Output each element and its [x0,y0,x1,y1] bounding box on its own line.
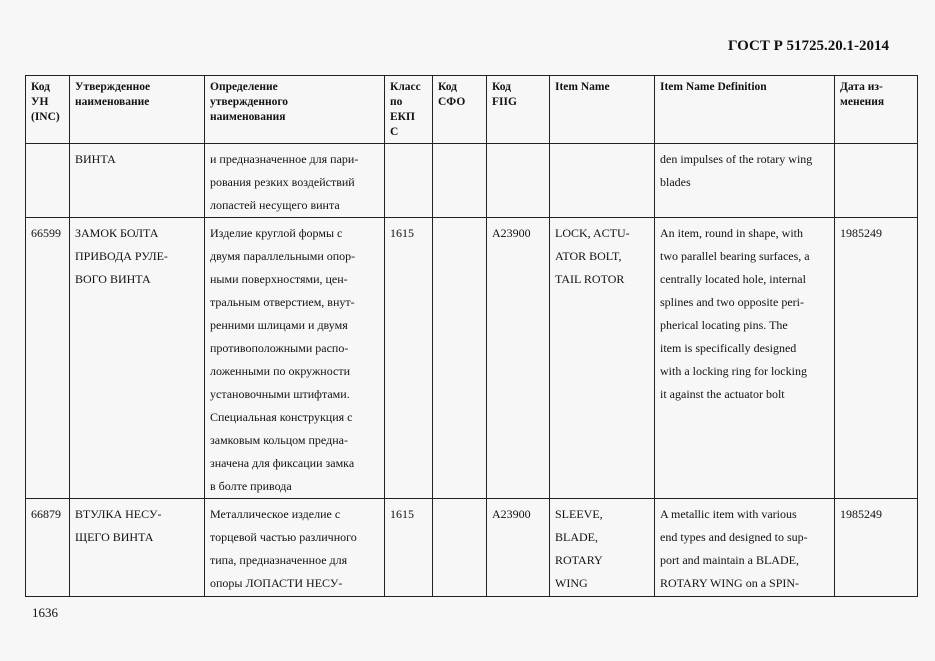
text-line: TAIL ROTOR [555,272,625,286]
table-row [26,499,918,597]
text-line: ПРИВОДА РУЛЕ- [75,249,168,263]
cell-inc: 66599 [26,218,70,499]
classification-table [25,75,918,597]
cell-definition [205,144,385,218]
text-line: ВОГО ВИНТА [75,272,151,286]
text-line: item is specifically designed [660,341,797,355]
text-line: Изделие круглой формы с [210,226,343,240]
text-line: С [390,126,399,138]
cell-item-definition [655,144,835,218]
text-line: замковым кольцом предна- [210,433,348,447]
text-line: значена для фиксации замка [210,456,355,470]
text-line: опоры ЛОПАСТИ НЕСУ- [210,576,343,590]
text-line: наименование [75,96,150,108]
text-line: ATOR BOLT, [555,249,622,263]
text-line: менения [840,96,885,108]
text-line: Дата из- [840,81,883,93]
text-line: Код [492,81,512,93]
header-approved-name [70,76,205,144]
text-line: ВТУЛКА НЕСУ- [75,507,162,521]
text-line: утвержденного [210,96,289,108]
text-line: LOCK, ACTU- [555,226,630,240]
cell-item-name [550,218,655,499]
text-line: SLEEVE, [555,507,603,521]
text-line: Код [31,81,51,93]
text-line: FIIG [492,96,517,108]
cell-sfo-code [433,144,487,218]
text-line: Item Name [555,81,610,93]
text-line: (INC) [31,111,60,123]
cell-fiig-code [487,144,550,218]
text-line: по [390,96,403,108]
text-line: Item Name Definition [660,81,767,93]
header-definition [205,76,385,144]
cell-sfo-code [433,218,487,499]
header-sfo-code [433,76,487,144]
cell-inc [26,144,70,218]
text-line: противоположными распо- [210,341,349,355]
text-line: ными поверхностями, цен- [210,272,348,286]
text-line: Класс [390,81,421,93]
text-line: ВИНТА [75,152,116,166]
text-line: тральным отверстием, внут- [210,295,355,309]
text-line: Утвержденное [75,81,151,93]
text-line: BLADE, [555,530,598,544]
cell-item-name [550,144,655,218]
cell-class: 1615 [385,499,433,597]
cell-definition [205,218,385,499]
cell-approved-name [70,218,205,499]
cell-change-date [835,144,918,218]
text-line: with a locking ring for locking [660,364,807,378]
cell-fiig-code: A23900 [487,218,550,499]
text-line: An item, round in shape, with [660,226,803,240]
text-line: two parallel bearing surfaces, a [660,249,810,263]
cell-item-definition [655,218,835,499]
text-line: Определение [210,81,278,93]
text-line: Специальная конструкция с [210,410,353,424]
text-line: и предназначенное для пари- [210,152,359,166]
text-line: торцевой частью различного [210,530,357,544]
text-line: УН [31,96,49,108]
text-line: splines and two opposite peri- [660,295,804,309]
text-line: лопастей несущего винта [210,198,340,212]
text-line: ЗАМОК БОЛТА [75,226,159,240]
page-number: 1636 [32,605,58,620]
text-line: pherical locating pins. The [660,318,788,332]
header-inc [26,76,70,144]
cell-class [385,144,433,218]
text-line: ренними шлицами и двумя [210,318,348,332]
text-line: Металлическое изделие с [210,507,341,521]
cell-change-date: 1985249 [835,218,918,499]
header-fiig-code [487,76,550,144]
text-line: ЕКП [390,111,415,123]
cell-inc: 66879 [26,499,70,597]
header-item-name-definition [655,76,835,144]
cell-sfo-code [433,499,487,597]
header-item-name [550,76,655,144]
text-line: A metallic item with various [660,507,797,521]
text-line: ROTARY [555,553,603,567]
text-line: ЩЕГО ВИНТА [75,530,154,544]
table-row [26,144,918,218]
text-line: установочными штифтами. [210,387,350,401]
text-line: в болте привода [210,479,292,493]
table-header-row [26,76,918,144]
cell-change-date: 1985249 [835,499,918,597]
cell-approved-name [70,499,205,597]
text-line: типа, предназначенное для [210,553,348,567]
text-line: наименования [210,111,286,123]
cell-item-name [550,499,655,597]
text-line: ROTARY WING on a SPIN- [660,576,800,590]
cell-fiig-code: A23900 [487,499,550,597]
text-line: port and maintain a BLADE, [660,553,799,567]
cell-item-definition [655,499,835,597]
text-line: WING [555,576,588,590]
cell-definition [205,499,385,597]
document-standard-number: ГОСТ Р 51725.20.1-2014 [727,38,889,54]
cell-approved-name [70,144,205,218]
text-line: Код [438,81,458,93]
text-line: blades [660,175,691,189]
header-class [385,76,433,144]
text-line: ложенными по окружности [210,364,351,378]
text-line: den impulses of the rotary wing [660,152,813,166]
header-change-date [835,76,918,144]
text-line: СФО [438,96,466,108]
text-line: рования резких воздействий [210,175,355,189]
text-line: it against the actuator bolt [660,387,785,401]
text-line: end types and designed to sup- [660,530,808,544]
text-line: двумя параллельными опор- [210,249,356,263]
table-row [26,218,918,499]
text-line: centrally located hole, internal [660,272,806,286]
cell-class: 1615 [385,218,433,499]
